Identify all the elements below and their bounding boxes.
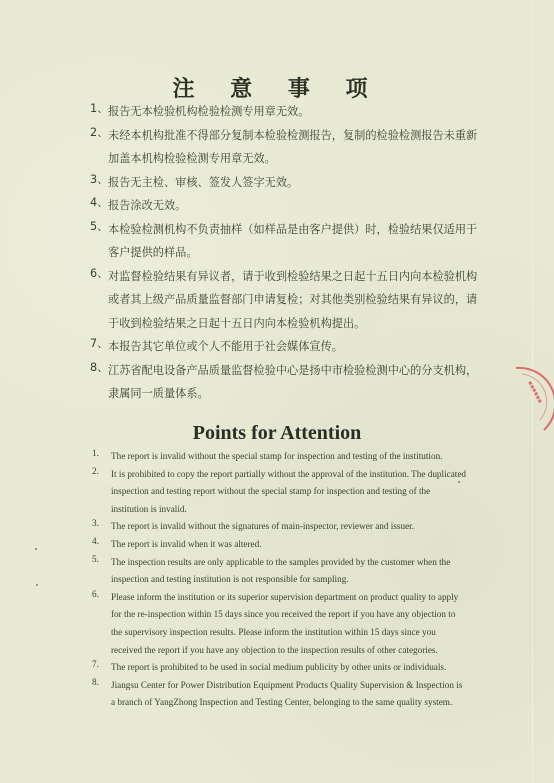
en-title: Points for Attention [192,422,362,444]
cn-item-line: 本报告其它单位或个人不能用于社会媒体宣传。 [108,340,343,353]
cn-item-number: 4、 [90,196,109,209]
speck [458,481,460,483]
cn-item-number: 5、 [90,219,109,233]
cn-item-line: 或者其上级产品质量监督部门申请复检；对其他类别检验结果有异议的，请 [108,293,478,306]
en-notice-item [92,589,476,659]
en-item-line: The inspection results are only applicable to the samples provided by the customer when the [111,556,451,567]
en-notice-item [92,677,476,712]
en-notice-list [92,448,476,712]
speck [35,548,37,550]
cn-item-line: 报告无主检、审核、签发人签字无效。 [108,175,299,189]
en-item-line: Jiangsu Center for Power Distribution Equipment Products Quality Supervision & Inspection is [111,679,463,690]
cn-notice-list [86,100,486,406]
en-notice-item [92,518,476,536]
cn-notice-item [86,335,486,359]
cn-item-line: 未经本机构批准不得部分复制本检验检测报告，复制的检验检测报告未重新 [108,128,478,142]
en-item-line: inspection and testing report without the special stamp for inspection and testing of the [111,486,431,497]
red-seal-stamp-icon [508,358,554,438]
en-item-number: 5. [92,553,99,564]
en-item-number: 8. [92,676,99,687]
en-item-number: 7. [92,659,99,670]
en-item-line: The report is prohibited to be used in social medium publicity by other units or individuals. [111,662,447,673]
en-notice-item [92,536,476,554]
cn-item-line: 报告无本检验机构检验检测专用章无效。 [108,105,310,118]
speck [36,584,38,586]
cn-item-line: 报告涂改无效。 [108,199,187,212]
cn-item-number: 3、 [90,172,109,186]
en-item-number: 6. [92,588,99,599]
cn-item-line: 加盖本机构检验检测专用章无效。 [108,152,276,165]
en-item-line: institution is invalid. [111,503,187,514]
cn-notice-item [86,171,486,195]
en-item-line: received the report if you have any objection to the inspection results of other categories. [111,644,438,655]
en-item-line: for the re-inspection within 15 days since you received the report if you have any objection to [111,609,456,620]
en-item-number: 2. [92,465,99,476]
cn-notice-item [86,218,486,265]
en-notice-item [92,448,476,466]
en-item-line: Please inform the institution or its superior supervision department on product quality to apply [111,591,459,602]
en-item-line: The report is invalid without the signatures of main-inspector, reviewer and issuer. [111,521,414,532]
en-item-number: 4. [92,535,99,546]
cn-notice-item [86,194,486,218]
cn-item-number: 1、 [90,102,109,115]
cn-item-number: 7、 [90,337,109,350]
en-item-number: 3. [92,518,99,529]
cn-item-line: 本检验检测机构不负责抽样（如样品是由客户提供）时，检验结果仅适用于 [108,222,478,236]
cn-item-line: 隶属同一质量体系。 [108,387,209,400]
cn-notice-item [86,124,486,171]
cn-item-number: 8、 [90,360,109,374]
cn-notice-item [86,265,486,336]
cn-notice-item [86,100,486,124]
cn-item-line: 于收到检验结果之日起十五日内向本检验机构提出。 [108,316,366,330]
en-item-line: a branch of YangZhong Inspection and Testing Center, belonging to the same quality system. [111,697,453,708]
svg-text:▪▪▪▪▪▪: ▪▪▪▪▪▪ [526,379,544,405]
en-item-number: 1. [92,448,99,458]
cn-title: 注 意 事 项 [172,76,382,102]
cn-item-line: 客户提供的样品。 [108,246,198,259]
cn-item-line: 江苏省配电设备产品质量监督检验中心是扬中市检验检测中心的分支机构， [108,363,478,377]
cn-item-number: 2、 [90,125,109,139]
en-notice-item [92,554,476,589]
en-notice-item [92,659,476,677]
cn-item-number: 6、 [90,266,109,280]
en-notice-item [92,466,476,519]
en-item-line: inspection and testing institution is not responsible for sampling. [111,574,349,585]
en-item-line: The report is invalid without the special stamp for inspection and testing of the institution. [111,451,443,461]
en-item-line: It is prohibited to copy the report partially without the approval of the institution. The duplicated [111,468,467,479]
cn-notice-item [86,359,486,406]
en-item-line: The report is invalid when it was altered. [111,538,262,549]
cn-item-line: 对监督检验结果有异议者，请于收到检验结果之日起十五日内向本检验机构 [108,269,478,283]
en-item-line: the supervisory inspection results. Please inform the institution within 15 days since you [111,626,436,637]
